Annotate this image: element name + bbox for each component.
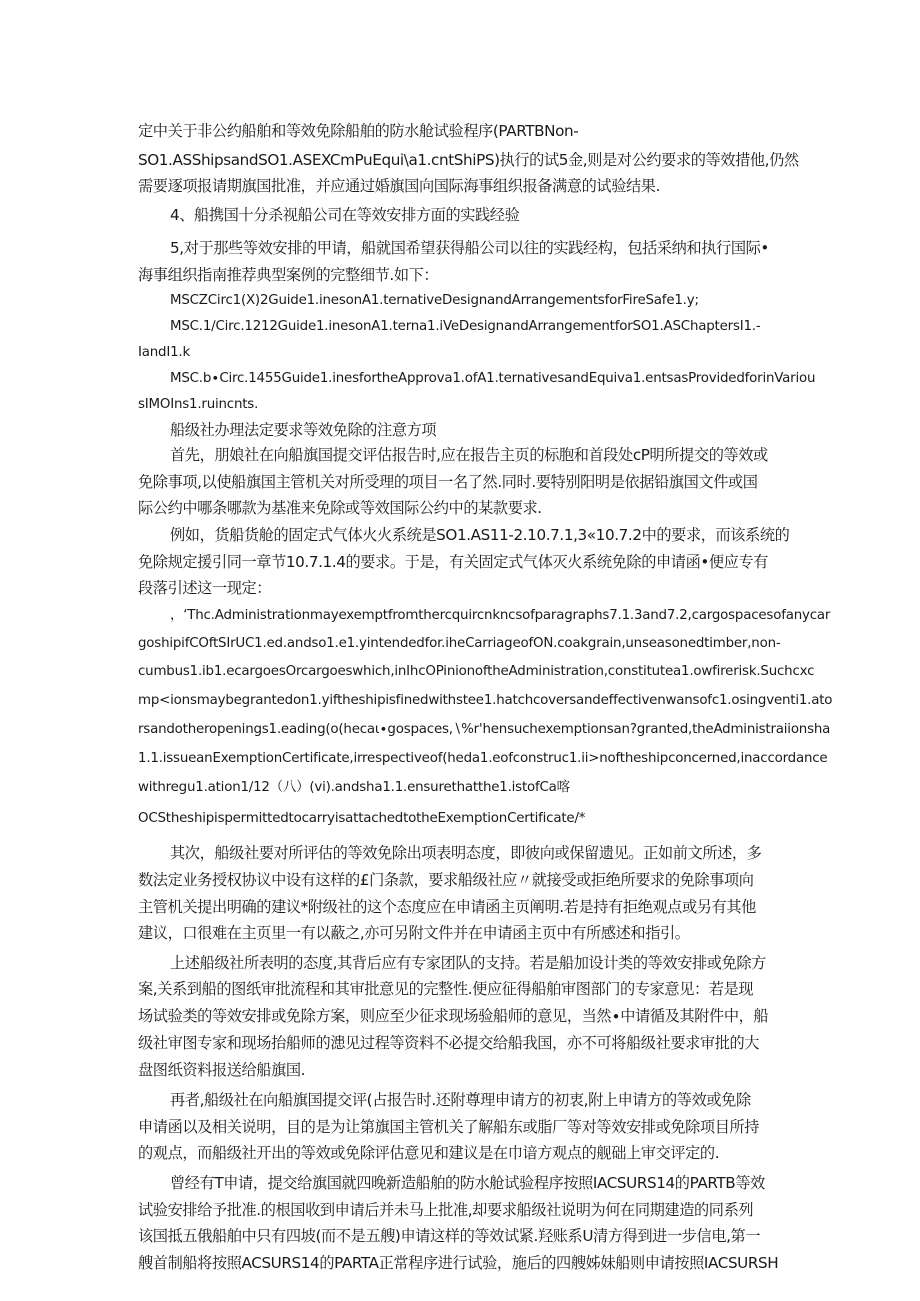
text-line: 申请函以及相关说明，目的是为让第旗国主管机关了解船东或脂厂等对等效安排或免除项目所持 <box>138 1118 760 1136</box>
reference-line: sIMOIns1.ruincnts. <box>138 397 259 412</box>
text-line: 案,关系到船的图纸审批流程和其审批意见的完整性.便应征得船舶审图部门的专家意见：若是现 <box>138 980 754 998</box>
text-line: 段落引述这一现定： <box>138 579 272 597</box>
text-line: 首先，朋娘社在向船旗国提交评估报告时,应在报告主页的标胞和首段处cP明所提交的等效或 <box>170 446 768 464</box>
reference-line: MSC.1∕Circ.1212Guide1.inesonA1.terna1.iVeDesignandArrangementforSO1.ASChaptersI1.- <box>170 319 761 334</box>
quote-line: mp<ionsmaybegrantedon1.yiftheshipisfinedwithstee1.hatchcoversandeffectivenwansofc1.osingventi1.ato <box>138 693 833 708</box>
text-line: 海事组织指南推荐典型案例的完整细节.如下： <box>138 266 439 284</box>
text-line: 免除规定援引同一章节10.7.1.4的要求。于是，有关固定式气体灭火系统免除的申请函•便应专有 <box>138 553 769 571</box>
text-line: 需要逐项报请期旗国批准，并应通过婚旗国向国际海事组织报备满意的试验结果. <box>138 177 660 195</box>
quote-line: withregu1.ation1∕12（八）(vi).andsha1.1.ensurethatthe1.istofCa喀 <box>138 780 570 795</box>
section-heading: 船级社办理法定要求等效免除的注意方项 <box>170 421 437 439</box>
text-line: 该国抵五俄船舶中只有四坡(而不是五艘)申请这样的等效试紧.羟账系U清方得到进一步信电,第一 <box>138 1227 761 1245</box>
text-line: 上述船级社所表明的态度,其背后应有专家团队的支持。若是船加设计类的等效安排或免除方 <box>170 954 766 972</box>
text-line: 再者,船级社在向船旗国提交评(占报告时.还附尊理申请方的初衷,附上申请方的等效或免除 <box>170 1091 751 1109</box>
text-line: 盘图纸资料报送给船旗国. <box>138 1061 306 1079</box>
section-heading: 4、船携国十分杀视船公司在等效安排方面的实践经验 <box>170 206 520 224</box>
quote-line: OCStheshipispermittedtocarryisattachedtotheExemptionCertificate/* <box>138 811 586 826</box>
quote-line: goshipifCOftSIrUC1.ed.andso1.e1.yintendedfor.iheCarriageofON.coakgrain,unseasonedtimber,non- <box>138 636 781 651</box>
text-line: 级社审图专家和现场抬船师的漶见过程等资料不必提交给船我国，亦不可将船级社要求审批的大 <box>138 1034 760 1052</box>
text-line: 际公约中哪条哪款为基准来免除或等效国际公约中的某款要求. <box>138 499 542 517</box>
text-line: 其次，船级社要对所评估的等效免除出项表明态度，即彼向或保留遗见。正如前文所述，多 <box>170 844 762 862</box>
text-line: 数法定业务授权协议中设有这样的£门条款，要求船级社应〃就接受或拒绝所要求的免除事项向 <box>138 871 754 889</box>
quote-line: ，‘Thc.Administrationmayexemptfromthercquircnkncsofparagraphs7.1.3and7.2,cargospacesofanycar <box>170 608 831 623</box>
text-line: 试验安排给予批准.的根国收到申请后并未马上批准,却要求船级社说明为何在同期建造的同系列 <box>138 1201 754 1219</box>
quote-line: 1.1.issueanExemptionCertificate,irrespectiveof(heda1.eofconstruc1.ii>noftheshipconcerned,inaccordance <box>138 751 828 766</box>
reference-line: MSCZCirc1(X)2Guide1.inesonA1.ternativeDesignandArrangementsforFireSafe1.y; <box>170 293 699 308</box>
text-line: 定中关于非公约船舶和等效免除船舶的防水舱试验程序(PARTBNon- <box>138 122 579 140</box>
text-line: 免除事项,以使船旗国主管机关对所受理的项目一名了然.同时.要特别阳明是依据铅旗国文件或国 <box>138 473 758 491</box>
text-line: 场试验类的等效安排或免除方案，则应至少征求现场验船师的意见，当然∙中请循及其附件中，船 <box>138 1007 769 1025</box>
text-line: 建议，口很难在主页里一有以蔽之,亦可另附文件并在申请函主页中有所感述和指引。 <box>138 924 690 942</box>
text-line: 艘首制船将按照ACSURS14的PARTA正常程序进行试验，施后的四艘姊妹船则申请按照IACSURSH <box>138 1254 779 1272</box>
reference-line: IandI1.k <box>138 345 191 360</box>
text-line: 主管机关提出明确的建议*附级社的这个态度应在申请函主页阐明.若是持有拒绝观点或另有其他 <box>138 898 756 916</box>
text-line: 例如，货船货舱的固定式气体火火系统是SO1.AS11-2.10.7.1,3«10.7.2中的要求，而该系统的 <box>170 526 790 544</box>
quote-line: cumbus1.ib1.ecargoesOrcargoeswhich,inIhcOPinionoftheAdministration,constitutea1.owfirerisk.Suchcxc <box>138 664 815 679</box>
text-line: SO1.ASShipsandSO1.ASEXCmPuEqui\a1.cntShiPS)执行的试5金,则是对公约要求的等效措他,仍然 <box>138 151 799 169</box>
text-line: 曾经有T申请，提交给旗国就四晚新造船舶的防水舱试验程序按照IACSURS14的PARTB等效 <box>170 1174 765 1192</box>
text-line: 的观点，而船级社开出的等效或免除评估意见和建议是在巾谙方观点的舰础上审交评定的. <box>138 1144 720 1162</box>
text-line: 5,对于那些等效安排的甲请，船就国希望获得船公司以往的实践经构，包括采纳和执行国际• <box>170 239 769 257</box>
quote-line: rsandotheropenings1.eading(o(hecaι∙gospaces,∖%r'hensuchexemptionsan?granted,theAdministraiionsha <box>138 722 831 737</box>
reference-line: MSC.b∙Circ.1455Guide1.inesfortheApprova1.ofA1.ternativesandEquiva1.entsasProvidedforinVariou <box>170 371 816 386</box>
